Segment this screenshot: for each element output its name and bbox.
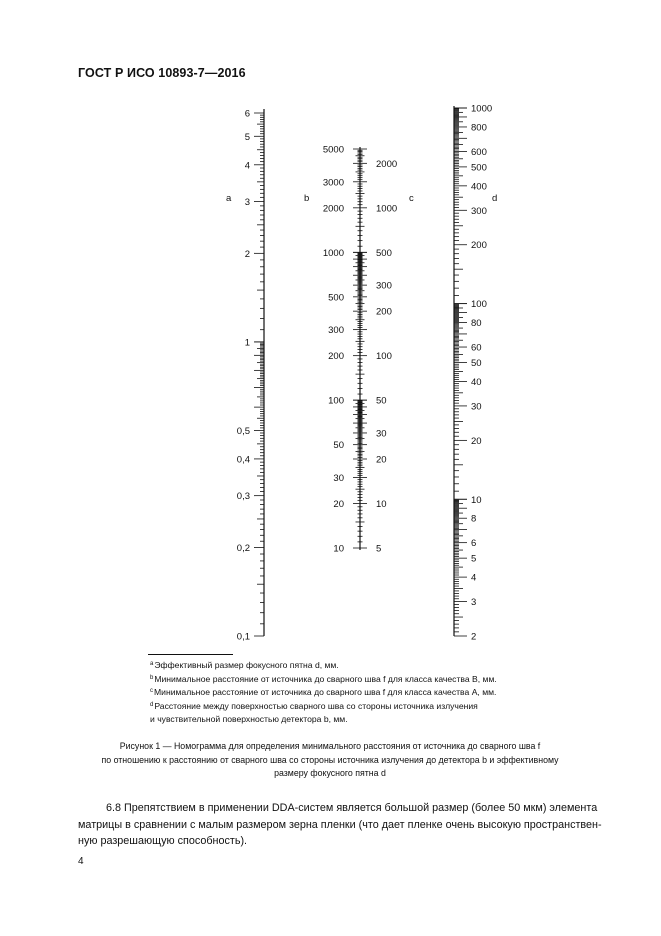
scale-b-right-tick-label: 2000	[376, 158, 398, 170]
scale-c-letter: c	[409, 193, 414, 204]
scale-b-tick-label: 500	[328, 292, 344, 304]
document-header: ГОСТ Р ИСО 10893-7—2016	[78, 66, 246, 80]
footnote-text: Минимальное расстояние от источника до сварного шва f для класса качества B, мм.	[154, 674, 497, 684]
scale-c-tick-label: 600	[471, 146, 487, 158]
footnote-text: и чувствительной поверхностью детектора b, мм.	[150, 714, 348, 724]
scale-b-right-tick-label: 5	[376, 543, 382, 555]
footnote-b	[150, 674, 497, 685]
scale-a-tick-label: 0,4	[236, 454, 250, 466]
footnote-d	[150, 701, 478, 712]
footnote-c	[150, 687, 496, 698]
scale-b-tick-label: 20	[333, 498, 344, 510]
scale-b-tick-label: 50	[333, 440, 344, 452]
scale-a-tick-label: 2	[244, 248, 250, 260]
scale-b-tick-label: 100	[328, 395, 344, 407]
scale-b-right-tick-label: 200	[376, 306, 392, 318]
scale-b-tick-label: 200	[328, 351, 344, 363]
scale-c-tick-label: 6	[471, 538, 477, 550]
scale-a-tick-label: 5	[244, 131, 250, 143]
scale-b-tick-label: 5000	[322, 144, 344, 156]
footnote-text: Расстояние между поверхностью сварного шва со стороны источника излучения	[154, 701, 478, 711]
scale-a-tick-label: 1	[244, 337, 250, 349]
scale-b-right-tick-label: 30	[376, 428, 387, 440]
scale-b-right-tick-label: 10	[376, 498, 387, 510]
scale-c-tick-label: 500	[471, 162, 487, 174]
scale-c-tick-label: 3	[471, 597, 477, 609]
scale-c-tick-label: 60	[471, 342, 482, 354]
scale-c-tick-label: 100	[471, 299, 487, 311]
scale-d-letter: d	[492, 193, 498, 204]
footnote-mark: d	[150, 702, 154, 708]
footnote-mark: b	[150, 675, 154, 681]
scale-c-tick-label: 50	[471, 358, 482, 370]
scale-b-right-tick-label: 300	[376, 280, 392, 292]
scale-a-letter: a	[226, 193, 232, 204]
footnote-mark: c	[150, 688, 153, 694]
scale-b-tick-label: 1000	[322, 247, 344, 259]
scale-b-tick-label: 3000	[322, 177, 344, 189]
scale-b-tick-label: 30	[333, 472, 344, 484]
scale-c-tick-label: 80	[471, 318, 482, 330]
scale-c-tick-label: 8	[471, 513, 477, 525]
paragraph-line-2: матрицы в сравнении с малым размером зерна пленки (что дает пленке очень высокую пространствен-	[78, 818, 602, 831]
footnote-text: Эффективный размер фокусного пятна d, мм.	[154, 660, 339, 670]
scale-c-tick-label: 4	[471, 572, 477, 584]
page-number: 4	[78, 856, 84, 867]
scale-b-tick-label: 300	[328, 325, 344, 337]
figure-caption	[70, 740, 590, 781]
paragraph-line-1: 6.8 Препятствием в применении DDA-систем является большой размер (более 50 мкм) элемента	[106, 802, 598, 814]
scale-c-tick-label: 40	[471, 376, 482, 388]
scale-c-tick-label: 5	[471, 553, 477, 565]
scale-c-tick-label: 20	[471, 435, 482, 447]
scale-a-tick-label: 3	[244, 197, 250, 209]
scale-b-right-tick-label: 1000	[376, 203, 398, 215]
scale-b-right-tick-label: 50	[376, 395, 387, 407]
scale-a-tick-label: 0,5	[236, 425, 250, 437]
scale-c-tick-label: 200	[471, 240, 487, 252]
scale-a-tick-label: 4	[244, 160, 250, 172]
scale-b-right-tick-label: 500	[376, 247, 392, 259]
scale-a-tick-label: 0,3	[236, 491, 250, 503]
paragraph-6-8	[78, 800, 602, 850]
scale-b-right-tick-label: 20	[376, 454, 387, 466]
scale-b-right-tick-label: 100	[376, 351, 392, 363]
footnote-rule	[148, 654, 233, 655]
scale-c-tick-label: 300	[471, 205, 487, 217]
footnote-a	[150, 660, 339, 671]
scale-c-tick-label: 2	[471, 631, 477, 643]
footnote-cont	[150, 714, 348, 725]
scale-c-tick-label: 1000	[471, 103, 493, 115]
caption-line-2: по отношению к расстоянию от сварного шва со стороны источника излучения до детектора b и эффективному	[101, 754, 559, 765]
footnote-text: Минимальное расстояние от источника до сварного шва f для класса качества A, мм.	[154, 687, 497, 697]
footnote-mark: a	[150, 661, 154, 667]
scale-c-tick-label: 800	[471, 122, 487, 134]
scale-a-tick-label: 0,1	[236, 631, 250, 643]
caption-line-3: размеру фокусного пятна d	[274, 768, 386, 778]
paragraph-line-3: ную разрешающую способность).	[78, 835, 248, 847]
scale-b-tick-label: 10	[333, 543, 344, 555]
scale-b-letter: b	[304, 193, 310, 204]
scale-a-tick-label: 0,2	[236, 542, 250, 554]
scale-b-tick-label: 2000	[322, 203, 344, 215]
caption-line-1: Рисунок 1 — Номограмма для определения минимального расстояния от источника до сварного шва f	[119, 741, 541, 751]
scale-a-tick-label: 6	[244, 108, 250, 120]
scale-c-tick-label: 30	[471, 401, 482, 413]
scale-c-tick-label: 400	[471, 181, 487, 193]
scale-c-tick-label: 10	[471, 494, 482, 506]
